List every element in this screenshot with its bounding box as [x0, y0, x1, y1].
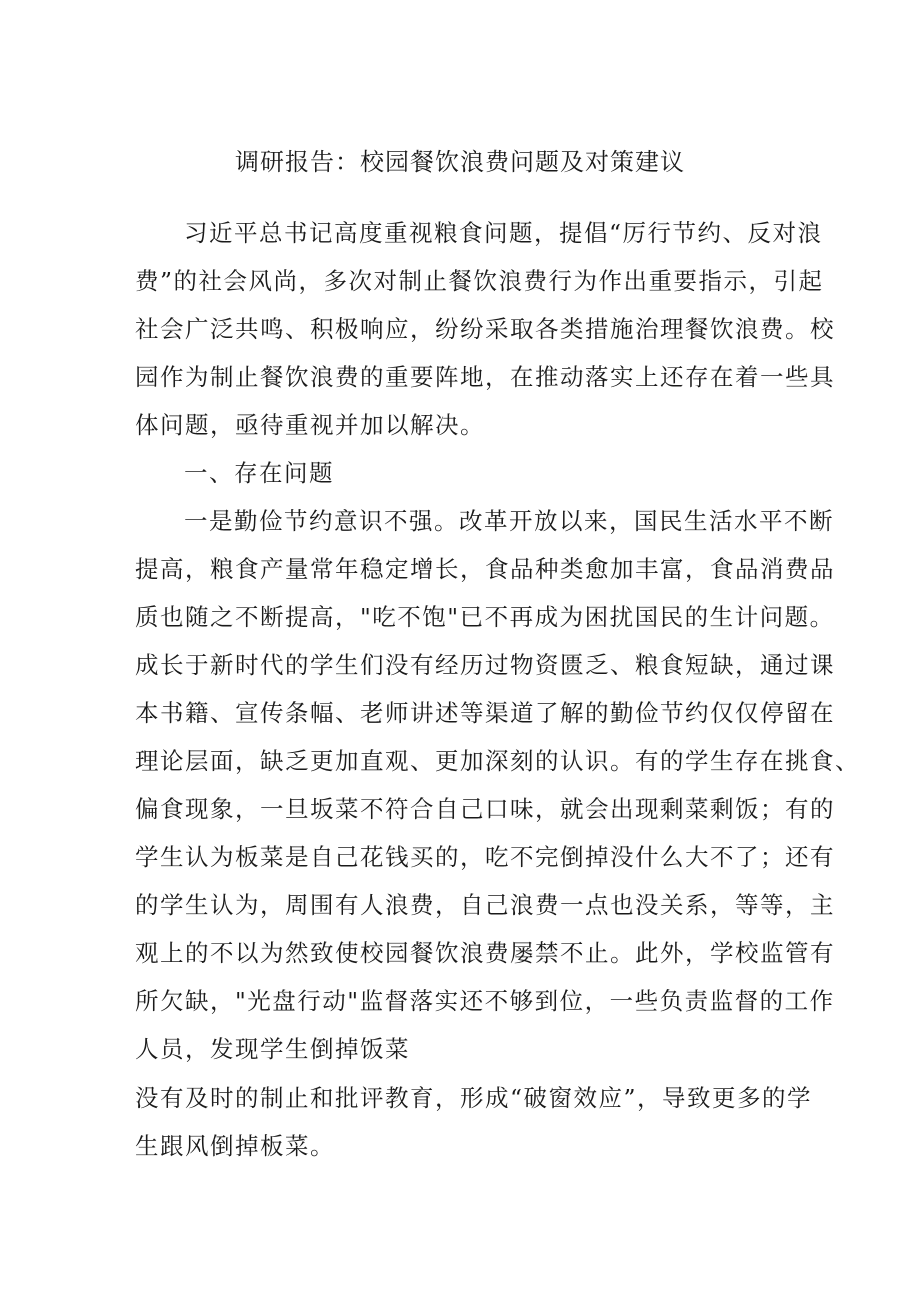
paragraph-line: 提高，粮食产量常年稳定增长，食品种类愈加丰富，食品消费品 [135, 555, 835, 583]
paragraph-line: 生跟风倒掉板菜。 [135, 1132, 335, 1160]
paragraph-line: 习近平总书记高度重视粮食问题，提倡“厉行节约、反对浪 [184, 219, 823, 247]
paragraph-line: 观上的不以为然致使校园餐饮浪费屡禁不止。此外，学校监管有 [135, 939, 835, 967]
paragraph-line: 体问题，亟待重视并加以解决。 [135, 411, 485, 439]
paragraph-line: 学生认为板菜是自己花钱买的，吃不完倒掉没什么大不了；还有 [135, 843, 835, 871]
paragraph-line: 一是勤俭节约意识不强。改革开放以来，国民生活水平不断 [184, 507, 834, 535]
paragraph-line: 没有及时的制止和批评教育，形成“破窗效应”，导致更多的学 [135, 1084, 813, 1112]
paragraph-line: 费”的社会风尚，多次对制止餐饮浪费行为作出重要指示，引起 [135, 267, 824, 295]
paragraph-line: 社会广泛共鸣、积极响应，纷纷采取各类措施治理餐饮浪费。校 [135, 315, 835, 343]
paragraph-line: 质也随之不断提高，"吃不饱"已不再成为困扰国民的生计问题。 [135, 603, 835, 631]
paragraph-line: 偏食现象，一旦坂菜不符合自己口味，就会出现剩菜剩饭；有的 [135, 795, 835, 823]
paragraph-line: 人员，发现学生倒掉饭菜 [135, 1035, 410, 1063]
section-heading: 一、存在问题 [184, 459, 334, 487]
document-title: 调研报告：校园餐饮浪费问题及对策建议 [235, 148, 685, 176]
paragraph-line: 本书籍、宣传条幅、老师讲述等渠道了解的勤俭节约仅仅停留在 [135, 699, 835, 727]
paragraph-line: 成长于新时代的学生们没有经历过物资匮乏、粮食短缺，通过课 [135, 651, 835, 679]
paragraph-line: 所欠缺，"光盘行动"监督落实还不够到位，一些负责监督的工作 [135, 987, 835, 1015]
paragraph-line: 的学生认为，周围有人浪费，自己浪费一点也没关系，等等，主 [135, 891, 835, 919]
paragraph-line: 理论层面，缺乏更加直观、更加深刻的认识。有的学生存在挑食、 [135, 747, 860, 775]
paragraph-line: 园作为制止餐饮浪费的重要阵地，在推动落实上还存在着一些具 [135, 363, 835, 391]
